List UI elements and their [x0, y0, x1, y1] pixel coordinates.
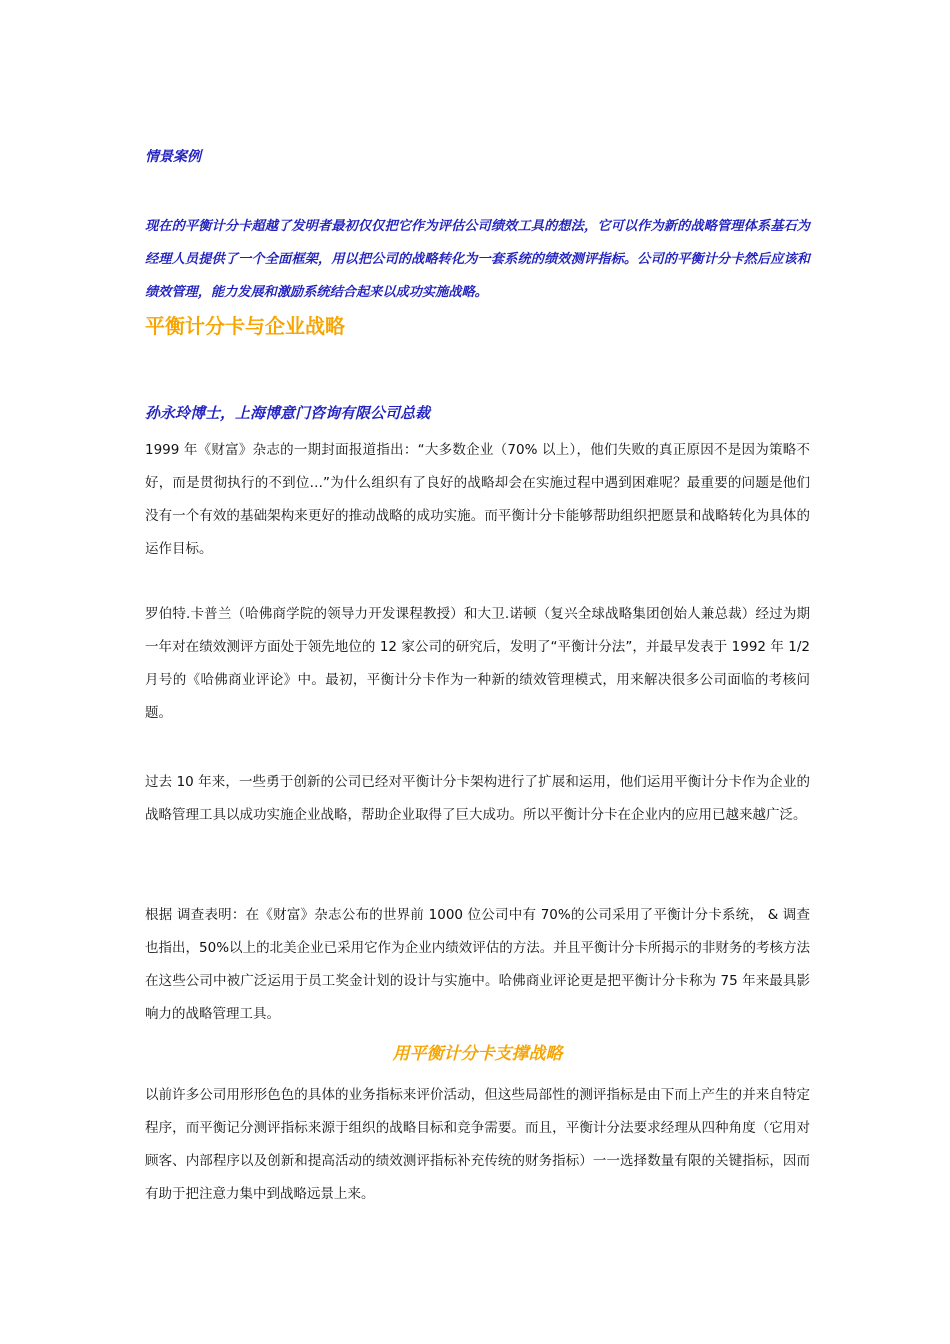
paragraph-2: 罗伯特.卡普兰（哈佛商学院的领导力开发课程教授）和大卫.诺顿（复兴全球战略集团创始人兼总裁）经过为期一年对在绩效测评方面处于领先地位的 12 家公司的研究后，发明了“平衡计分法”，并最早发表于 1992 年 1/2 月号的《哈佛商业评论》中。最初，平衡计分卡作为一种新的绩效管理模式，用来解决很多公司面临的考核问题。: [145, 606, 810, 721]
paragraph-3: 过去 10 年来，一些勇于创新的公司已经对平衡计分卡架构进行了扩展和运用，他们运用平衡计分卡作为企业的战略管理工具以成功实施企业战略，帮助企业取得了巨大成功。所以平衡计分卡在企业内的应用已越来越广泛。: [145, 774, 810, 823]
section-title: 用平衡计分卡支撑战略: [392, 1044, 563, 1064]
intro-text: 现在的平衡计分卡超越了发明者最初仅仅把它作为评估公司绩效工具的想法，它可以作为新的战略管理体系基石为经理人员提供了一个全面框架，用以把公司的战略转化为一套系统的绩效测评指标。公司的平衡计分卡然后应该和绩效管理，能力发展和激励系统结合起来以成功实施战略。: [145, 219, 810, 300]
article-title: 平衡计分卡与企业战略: [145, 314, 345, 338]
article-author: 孙永玲博士，上海博意门咨询有限公司总裁: [145, 404, 431, 422]
intro-label: 情景案例: [145, 149, 201, 165]
paragraph-1: 1999 年《财富》杂志的一期封面报道指出：“大多数企业（70% 以上），他们失败的真正原因不是因为策略不好，而是贯彻执行的不到位…”为什么组织有了良好的战略却会在实施过程中遇到困难呢？最重要的问题是他们没有一个有效的基础架构来更好的推动战略的成功实施。而平衡计分卡能够帮助组织把愿景和战略转化为具体的运作目标。: [145, 442, 810, 557]
section-paragraph: 以前许多公司用形形色色的具体的业务指标来评价活动，但这些局部性的测评指标是由下而上产生的并来自特定程序，而平衡记分测评指标来源于组织的战略目标和竞争需要。而且，平衡计分法要求经理从四种角度（它用对顾客、内部程序以及创新和提高活动的绩效测评指标补充传统的财务指标）一一选择数量有限的关键指标，因而有助于把注意力集中到战略远景上来。: [145, 1087, 810, 1202]
paragraph-4: 根据 调查表明：在《财富》杂志公布的世界前 1000 位公司中有 70%的公司采用了平衡计分卡系统， & 调查也指出，50%以上的北美企业已采用它作为企业内绩效评估的方法。并且平衡计分卡所揭示的非财务的考核方法在这些公司中被广泛运用于员工奖金计划的设计与实施中。哈佛商业评论更是把平衡计分卡称为 75 年来最具影响力的战略管理工具。: [145, 907, 810, 1022]
